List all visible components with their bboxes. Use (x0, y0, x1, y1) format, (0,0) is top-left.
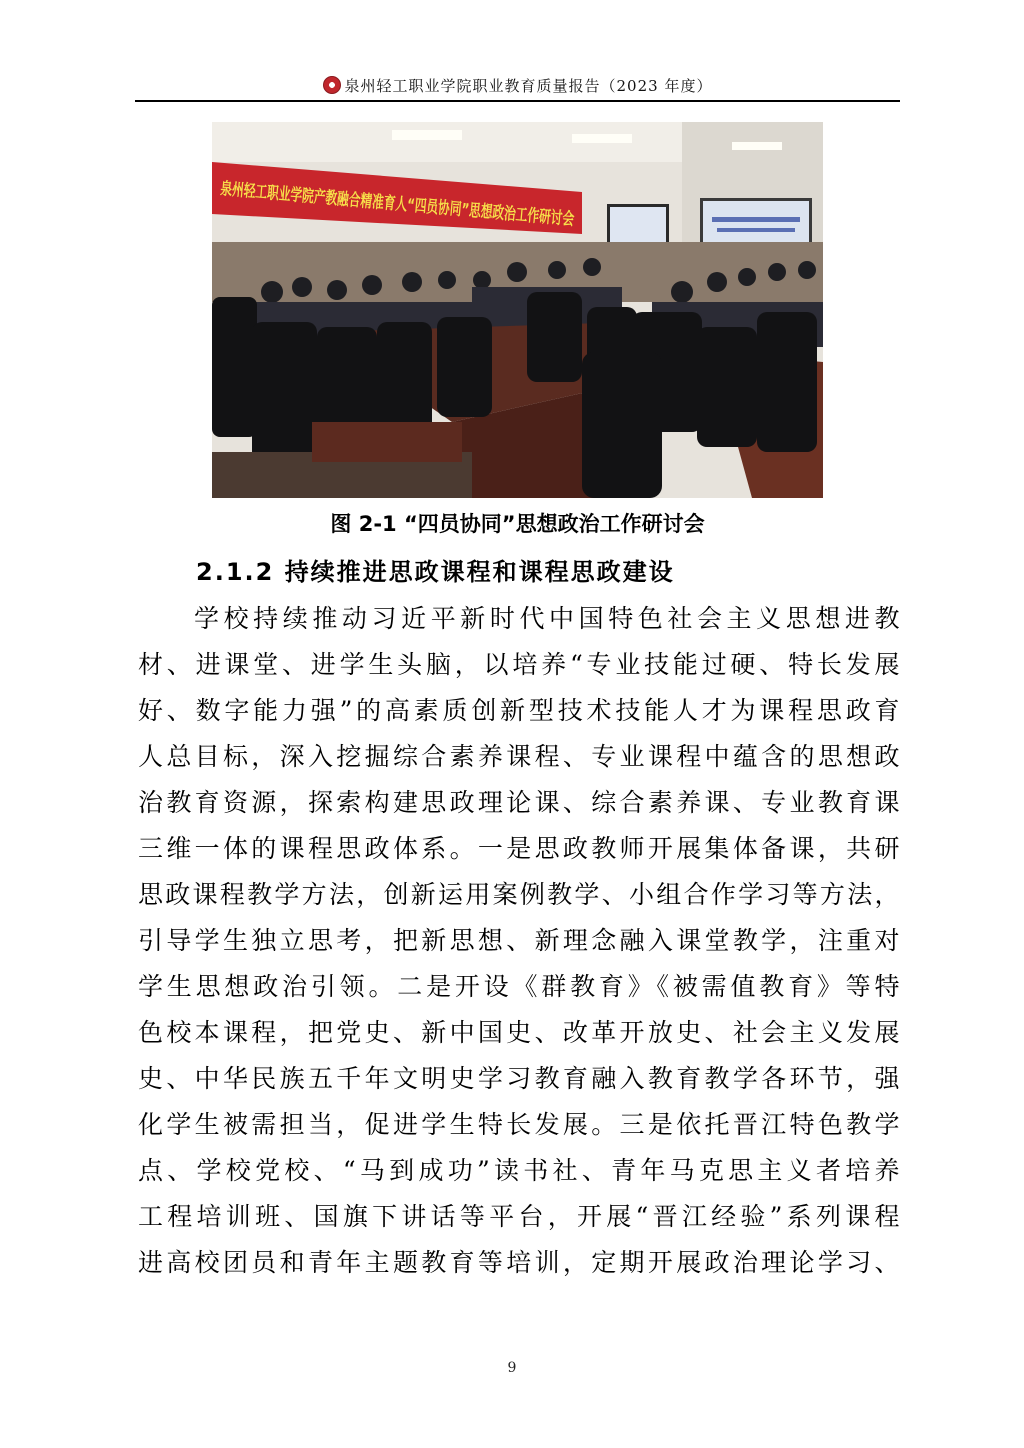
paragraph-line: 史、中华民族五千年文明史学习教育融入教育教学各环节，强 (138, 1064, 900, 1093)
paragraph-line: 学校持续推动习近平新时代中国特色社会主义思想进教 (194, 604, 900, 633)
page-header (135, 70, 900, 100)
body-paragraph (138, 596, 900, 1286)
paragraph-line: 化学生被需担当，促进学生特长发展。三是依托晋江特色教学 (138, 1110, 900, 1139)
school-emblem-icon (323, 76, 341, 94)
paragraph-line: 治教育资源，探索构建思政理论课、综合素养课、专业教育课 (138, 788, 900, 817)
paragraph-line: 材、进课堂、进学生头脑，以培养“专业技能过硬、特长发展 (138, 650, 900, 679)
banner-text: 泉州轻工职业学院产教融合精准育人“四员协同”思想政治工作研讨会 (219, 179, 735, 244)
paragraph-line: 色校本课程，把党史、新中国史、改革开放史、社会主义发展 (138, 1018, 900, 1047)
header-title: 泉州轻工职业学院职业教育质量报告（2023 年度） (344, 76, 713, 95)
paragraph-line: 学生思想政治引领。二是开设《群教育》《被需值教育》等特 (138, 972, 900, 1001)
paragraph-line: 人总目标，深入挖掘综合素养课程、专业课程中蕴含的思想政 (138, 742, 900, 771)
page-number: 9 (507, 1360, 517, 1376)
figure-caption: 图 2-1 “四员协同”思想政治工作研讨会 (330, 512, 705, 536)
header-divider (135, 100, 900, 102)
paragraph-line: 工程培训班、国旗下讲话等平台，开展“晋江经验”系列课程 (138, 1202, 900, 1231)
paragraph-line: 三维一体的课程思政体系。一是思政教师开展集体备课，共研 (138, 834, 900, 863)
paragraph-line: 引导学生独立思考，把新思想、新理念融入课堂教学，注重对 (138, 926, 900, 955)
paragraph-line: 点、学校党校、“马到成功”读书社、青年马克思主义者培养 (138, 1156, 900, 1185)
meeting-photo (212, 122, 823, 498)
section-heading: 2.1.2 持续推进思政课程和课程思政建设 (196, 558, 675, 586)
paragraph-line: 思政课程教学方法，创新运用案例教学、小组合作学习等方法， (138, 880, 900, 909)
paragraph-line: 好、数字能力强”的高素质创新型技术技能人才为课程思政育 (138, 696, 900, 725)
paragraph-line: 进高校团员和青年主题教育等培训，定期开展政治理论学习、 (138, 1248, 900, 1277)
